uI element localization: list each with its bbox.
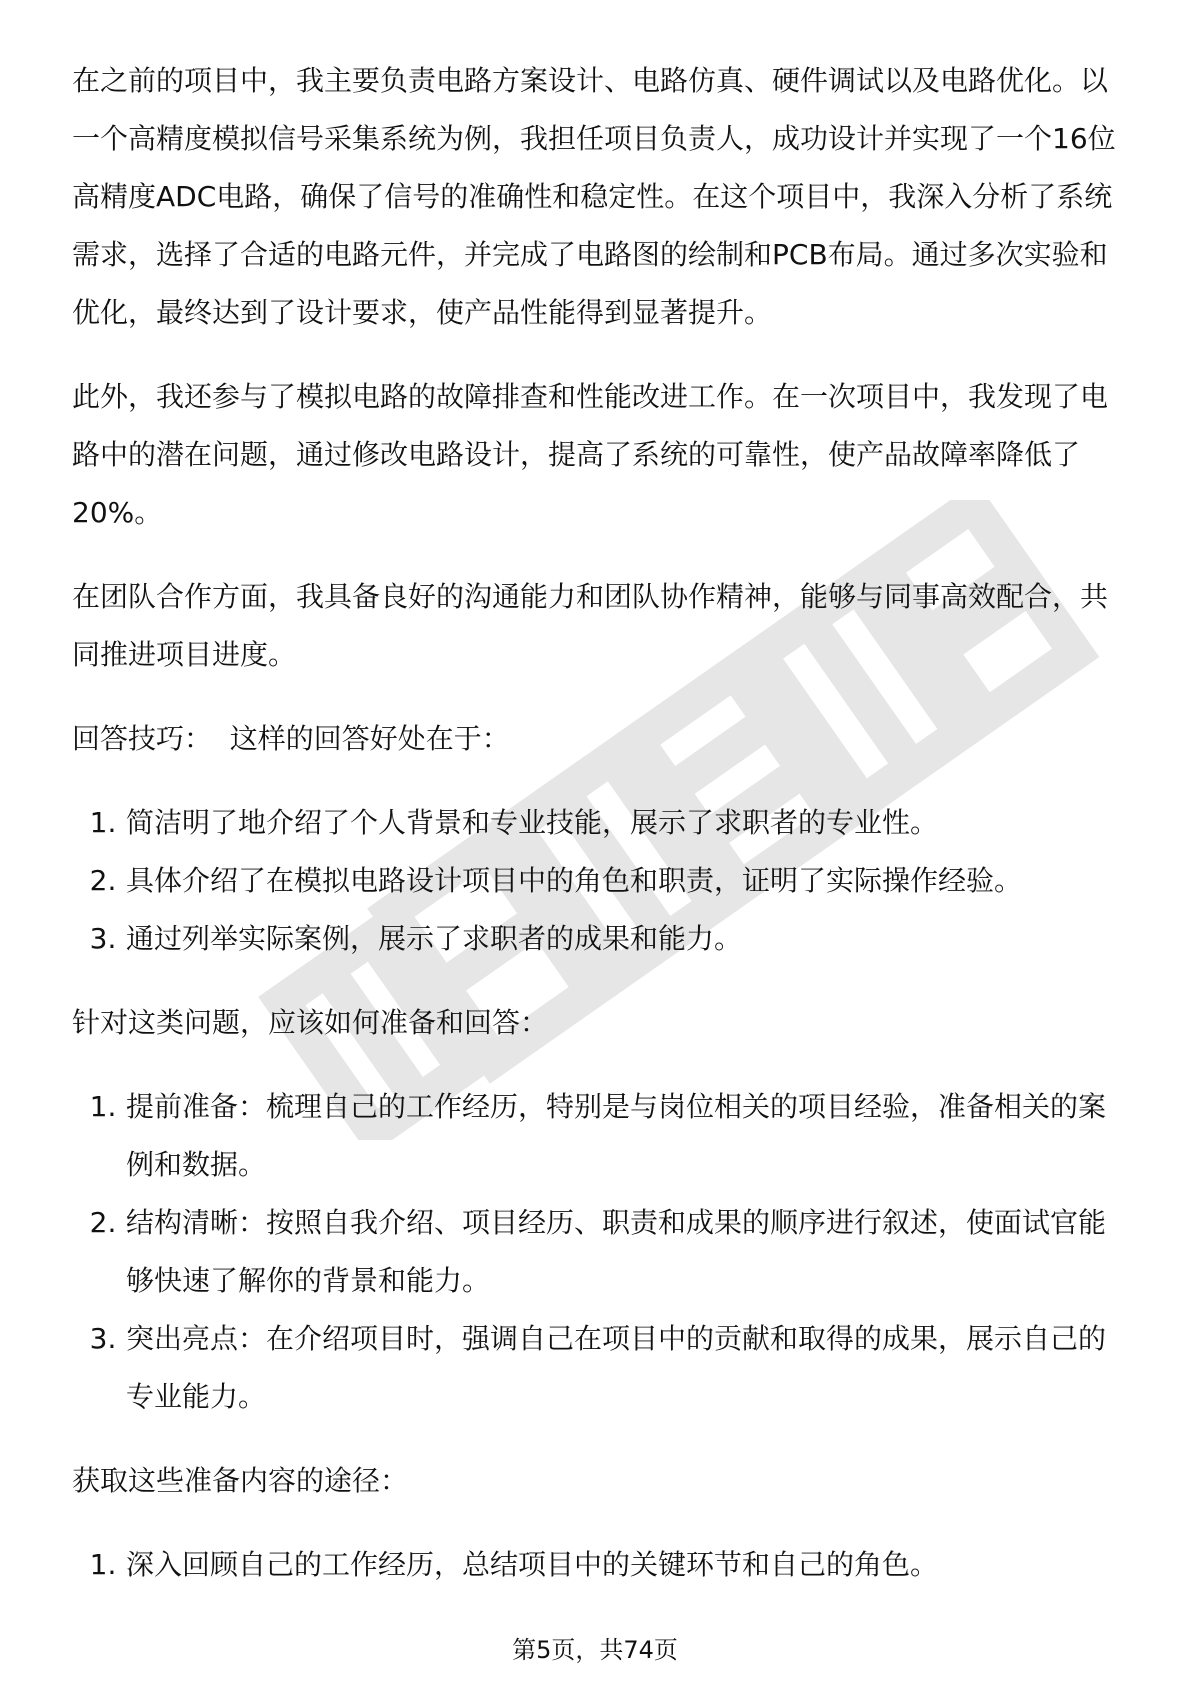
list-item	[72, 794, 1128, 852]
list-item	[72, 1536, 1128, 1594]
list-number: 3.	[89, 1322, 117, 1355]
prep-heading: 针对这类问题，应该如何准备和回答：	[72, 1006, 549, 1039]
list-text: 提前准备：梳理自己的工作经历，特别是与岗位相关的项目经验，准备相关的案例和数据。	[126, 1090, 1107, 1181]
paragraph-project-experience: 在之前的项目中，我主要负责电路方案设计、电路仿真、硬件调试以及电路优化。以一个高精度模拟信号采集系统为例，我担任项目负责人，成功设计并实现了一个16位高精度ADC电路，确保了信号的准确性和稳定性。在这个项目中，我深入分析了系统需求，选择了合适的电路元件，并完成了电路图的绘制和PCB布局。通过多次实验和优化，最终达到了设计要求，使产品性能得到显著提升。	[72, 64, 1116, 329]
list-item	[72, 852, 1128, 910]
document-body	[72, 52, 1128, 1620]
sources-heading: 获取这些准备内容的途径：	[72, 1464, 409, 1497]
page-footer: 第5页，共74页	[512, 1636, 678, 1664]
tips-list	[72, 794, 1128, 968]
paragraph-teamwork: 在团队合作方面，我具备良好的沟通能力和团队协作精神，能够与同事高效配合，共同推进项目进度。	[72, 580, 1109, 671]
list-item	[72, 1194, 1128, 1310]
list-item	[72, 1078, 1128, 1194]
list-text: 结构清晰：按照自我介绍、项目经历、职责和成果的顺序进行叙述，使面试官能够快速了解你的背景和能力。	[126, 1206, 1107, 1297]
list-number: 1.	[89, 1090, 117, 1123]
list-text: 深入回顾自己的工作经历，总结项目中的关键环节和自己的角色。	[126, 1548, 939, 1581]
list-item	[72, 1310, 1128, 1426]
list-number: 1.	[89, 1548, 117, 1581]
sources-list	[72, 1536, 1128, 1594]
list-text: 具体介绍了在模拟电路设计项目中的角色和职责，证明了实际操作经验。	[126, 864, 1023, 897]
list-text: 通过列举实际案例，展示了求职者的成果和能力。	[126, 922, 743, 955]
list-number: 2.	[89, 864, 117, 897]
list-text: 简洁明了地介绍了个人背景和专业技能，展示了求职者的专业性。	[126, 806, 939, 839]
list-text: 突出亮点：在介绍项目时，强调自己在项目中的贡献和取得的成果，展示自己的专业能力。	[126, 1322, 1107, 1413]
paragraph-troubleshooting: 此外，我还参与了模拟电路的故障排查和性能改进工作。在一次项目中，我发现了电路中的潜在问题，通过修改电路设计，提高了系统的可靠性，使产品故障率降低了20%。	[72, 380, 1109, 529]
list-item	[72, 910, 1128, 968]
prep-list	[72, 1078, 1128, 1426]
list-number: 1.	[89, 806, 117, 839]
tips-heading: 回答技巧： 这样的回答好处在于：	[72, 722, 510, 755]
list-number: 3.	[89, 922, 117, 955]
list-number: 2.	[89, 1206, 117, 1239]
